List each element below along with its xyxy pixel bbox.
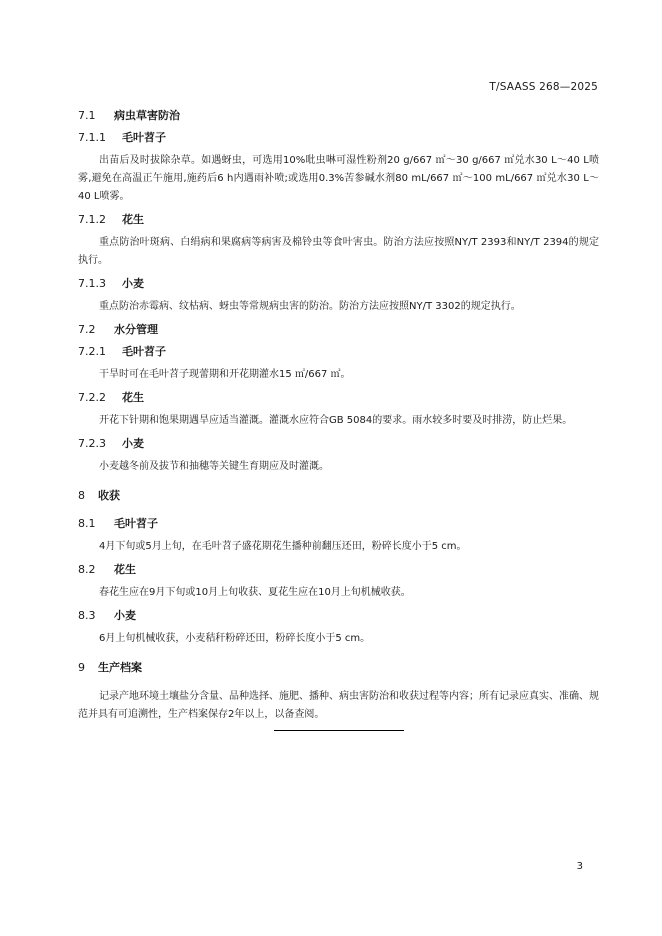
section-title: 生产档案 [98,661,142,674]
section-title: 水分管理 [114,323,158,336]
section-title: 小麦 [114,609,136,622]
section-9-text: 记录产地环境土壤盐分含量、品种选择、施肥、播种、病虫害防治和收获过程等内容；所有记录应真实、准确、规范并具有可追溯性，生产档案保存2年以上，以备查阅。 [78,691,599,720]
section-title: 花生 [122,213,144,226]
section-title: 毛叶苕子 [122,131,166,144]
section-8-heading [78,488,599,503]
section-7-1-2-text: 重点防治叶斑病、白绢病和果腐病等病害及棉铃虫等食叶害虫。防治方法应按照NY/T 2393和NY/T 2394的规定执行。 [78,237,599,266]
section-7-1-1-heading [78,130,599,145]
section-7-2-2-text: 开花下针期和饱果期遇旱应适当灌溉。灌溉水应符合GB 5084的要求。雨水较多时要及时排涝，防止烂果。 [99,415,573,426]
section-title: 收获 [98,489,120,502]
section-8-1-text: 4月下旬或5月上旬，在毛叶苕子盛花期花生播种前翻压还田，粉碎长度小于5 cm。 [99,541,467,552]
section-number: 7.1.2 [78,213,106,226]
section-8-3-heading [78,608,599,623]
section-7-2-1-text: 干旱时可在毛叶苕子现蕾期和开花期灌水15 ㎥/667 ㎡。 [99,369,351,380]
document-id: T/SAASS 268—2025 [489,81,598,93]
section-title: 花生 [122,391,144,404]
section-number: 7.2.1 [78,345,106,358]
section-number: 7.1.1 [78,131,106,144]
section-8-3-text: 6月上旬机械收获，小麦秸秆粉碎还田，粉碎长度小于5 cm。 [99,633,371,644]
end-rule [274,730,404,731]
section-number: 7.1.3 [78,277,106,290]
section-title: 毛叶苕子 [122,345,166,358]
section-number: 8.2 [78,563,96,576]
page-number: 3 [576,861,583,872]
section-title: 毛叶苕子 [114,517,158,530]
section-title: 小麦 [122,277,144,290]
section-9-heading [78,660,599,675]
section-7-1-heading [78,108,599,123]
section-7-2-3-text: 小麦越冬前及拔节和抽穗等关键生育期应及时灌溉。 [99,461,329,472]
section-title: 花生 [114,563,136,576]
section-number: 7.2 [78,323,96,336]
section-number: 7.1 [78,109,96,122]
section-number: 8 [78,489,85,502]
section-7-1-1-text: 出苗后及时拔除杂草。如遇蚜虫，可选用10%吡虫啉可湿性粉剂20 g/667 ㎡～30 g/667 ㎡兑水30 L～40 L喷雾,避免在高温正午施用,施药后6 h内遇雨补喷;或选用0.3%苦参碱水剂80 mL/667 ㎡～100 mL/667 ㎡兑水30 L～40 L喷雾。 [78,155,599,202]
section-number: 8.1 [78,517,96,530]
section-number: 7.2.3 [78,437,106,450]
section-7-1-3-text: 重点防治赤霉病、纹枯病、蚜虫等常规病虫害的防治。防治方法应按照NY/T 3302的规定执行。 [99,301,521,312]
section-7-1-3-heading [78,276,599,291]
section-7-2-heading [78,322,599,337]
section-number: 9 [78,661,85,674]
section-number: 8.3 [78,609,96,622]
section-7-2-1-heading [78,344,599,359]
section-8-2-heading [78,562,599,577]
section-title: 小麦 [122,437,144,450]
section-number: 7.2.2 [78,391,106,404]
section-8-2-text: 春花生应在9月下旬或10月上旬收获、夏花生应在10月上旬机械收获。 [99,587,411,598]
section-7-2-3-heading [78,436,599,451]
section-8-1-heading [78,516,599,531]
section-7-2-2-heading [78,390,599,405]
document-body [78,108,599,730]
section-7-1-2-heading [78,212,599,227]
section-title: 病虫草害防治 [114,109,180,122]
